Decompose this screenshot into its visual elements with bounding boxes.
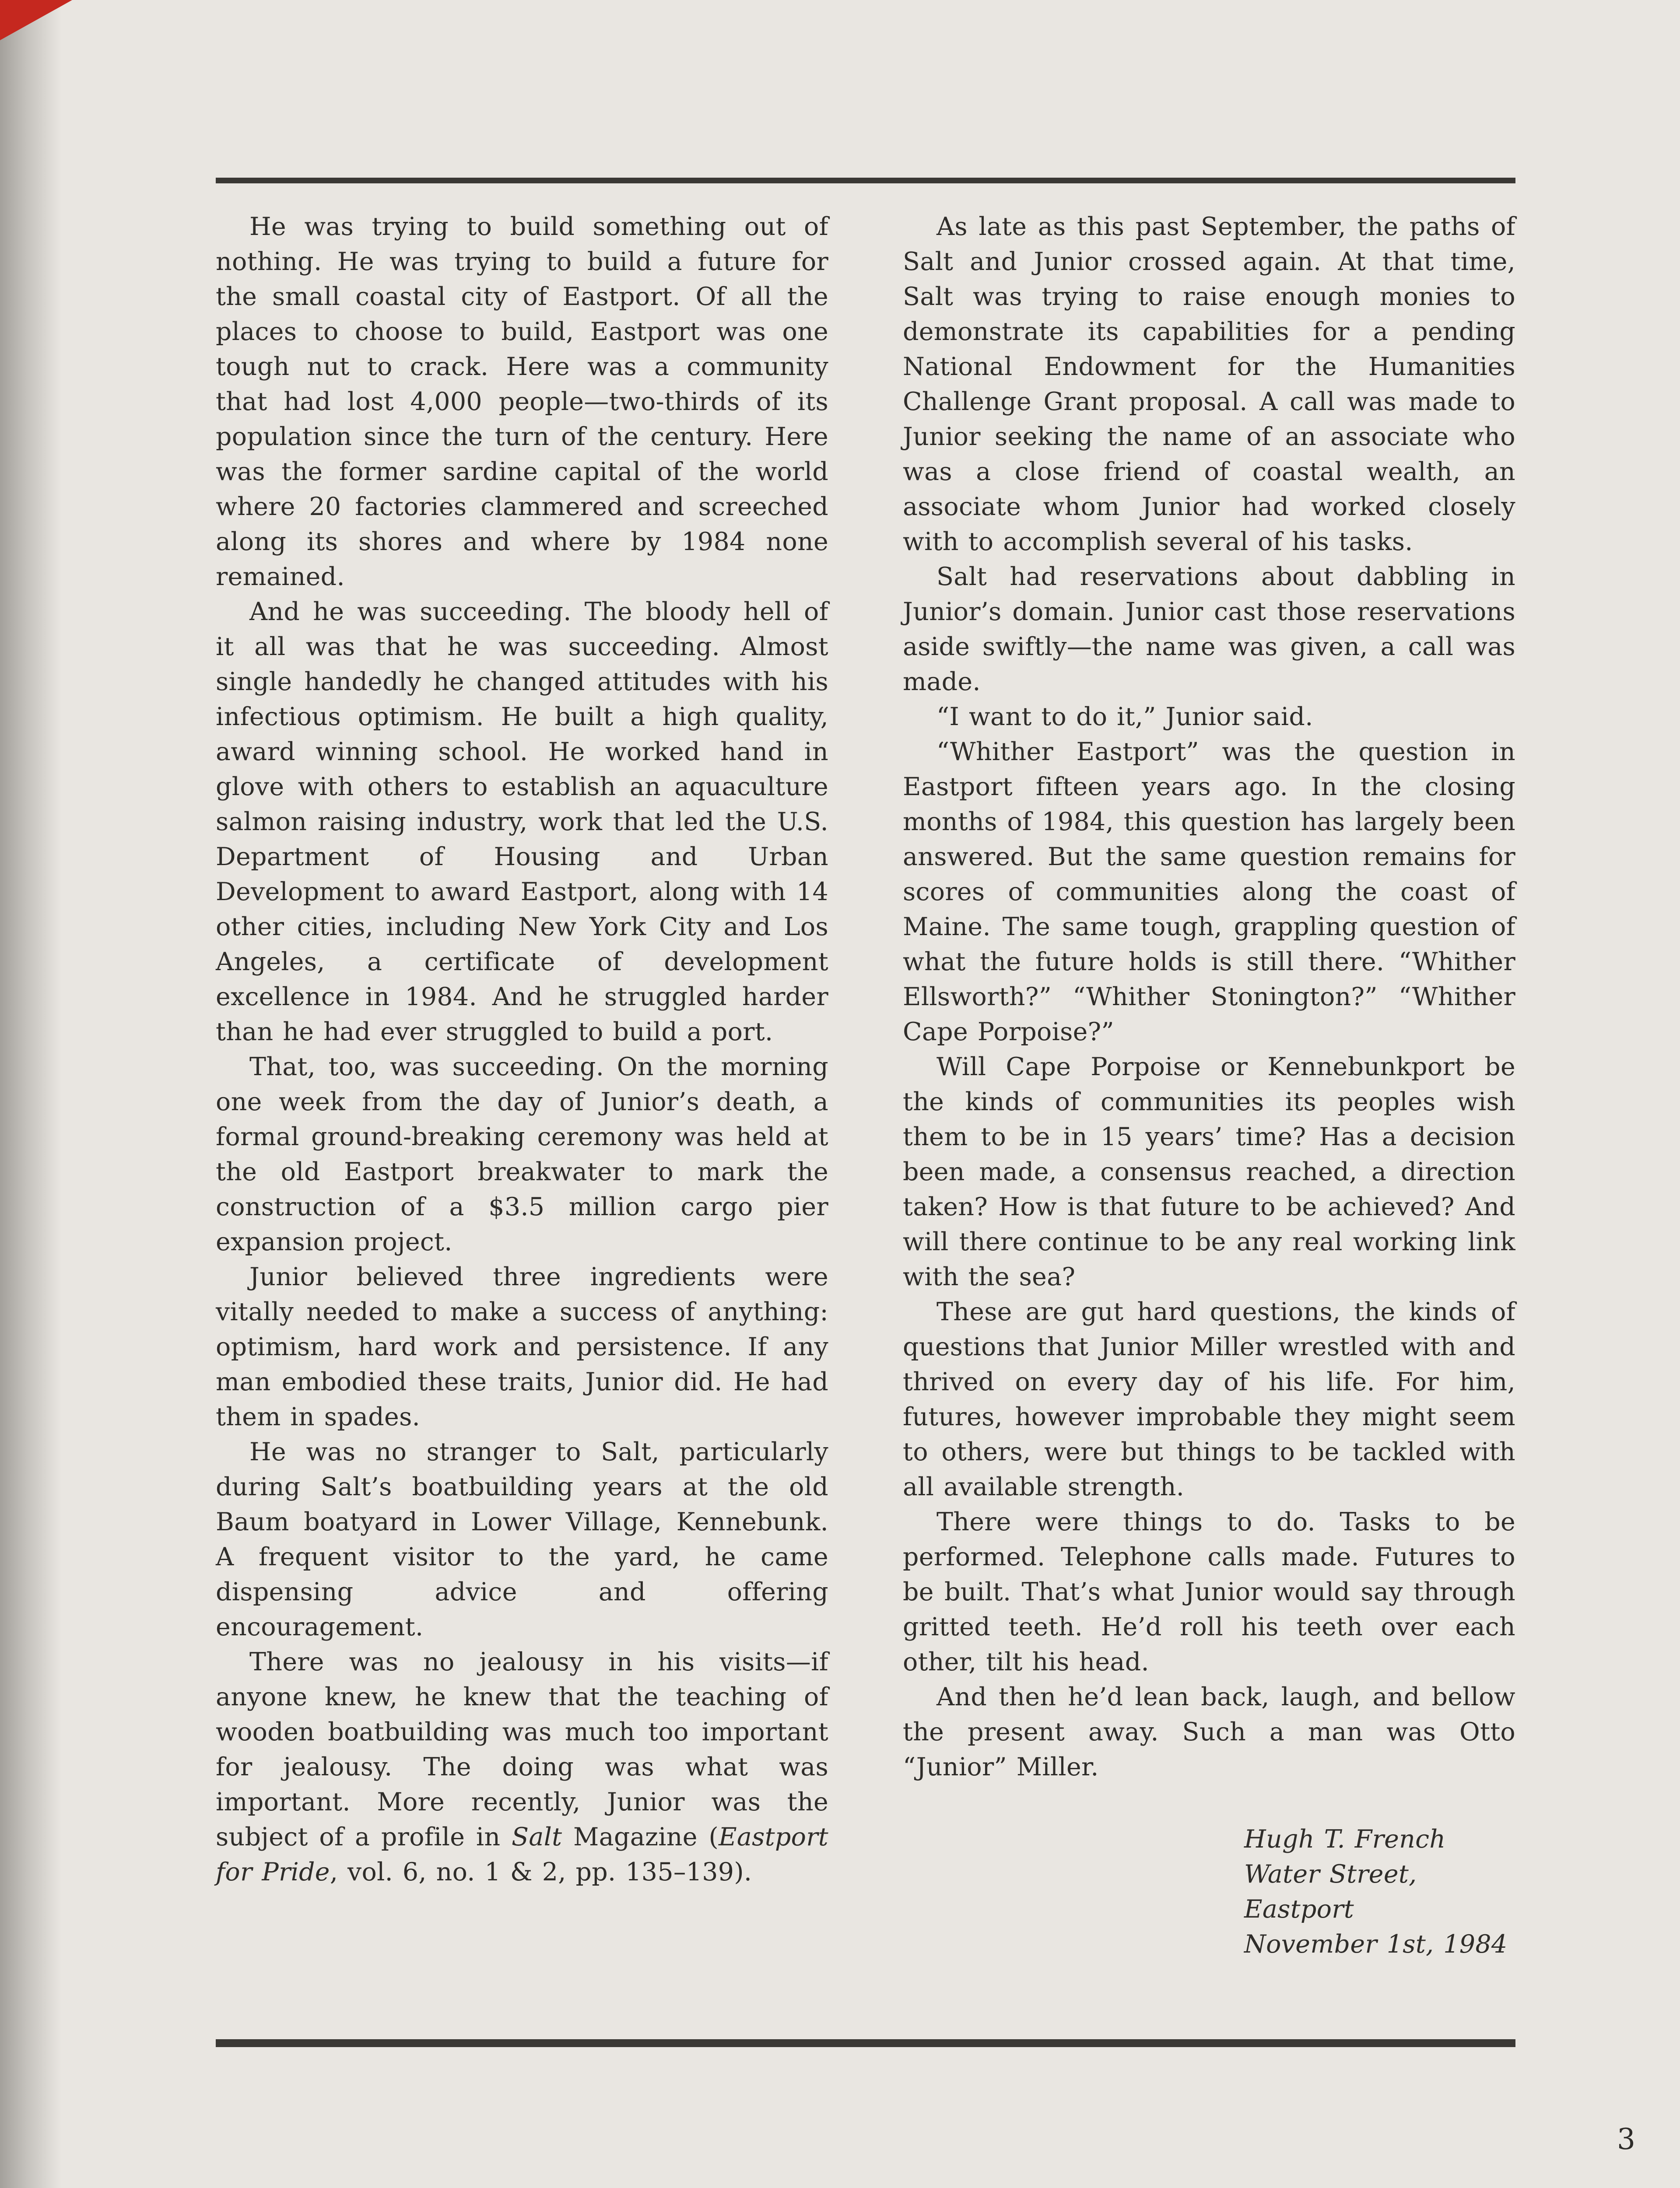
paragraph: Will Cape Porpoise or Kennebunkport be the kinds of communities its peoples wish them to be in 15 years’ time? Has a decision been made, a consensus reached, a direction taken? How is that future to be achieved? And will there continue to be any real working link with the sea? [903, 1052, 1515, 1291]
paragraph: As late as this past September, the paths of Salt and Junior crossed again. At that time, Salt was trying to raise enough monies to demonstrate its capabilities for a pending National Endowment for the Humanities Challenge Grant proposal. A call was made to Junior seeking the name of an associate who was a close friend of coastal wealth, an associate whom Junior had worked closely with to accomplish several of his tasks. [903, 212, 1515, 556]
signature-date: November 1st, 1984 [1244, 1930, 1508, 1959]
gutter-shadow [0, 0, 61, 2188]
page-number: 3 [1617, 2122, 1635, 2156]
signature-block [1244, 1822, 1515, 1962]
article-body [216, 209, 1515, 1962]
right-column [903, 209, 1515, 1962]
bottom-rule [216, 2039, 1515, 2047]
paragraph: Junior believed three ingredients were vitally needed to make a success of anything: optimism, hard work and persistence. If any man embodied these traits, Junior did. He had them in spades. [216, 1262, 828, 1431]
signature-name: Hugh T. French [1244, 1825, 1446, 1854]
red-corner-mark [0, 0, 72, 40]
paragraph: And he was succeeding. The bloody hell of it all was that he was succeeding. Almost single handedly he changed attitudes with his infectious optimism. He built a high quality, award winning school. He worked hand in glove with others to establish an aquaculture salmon raising industry, work that led the U.S. Department of Housing and Urban Development to award Eastport, along with 14 other cities, including New York City and Los Angeles, a certificate of development excellence in 1984. And he struggled harder than he had ever struggled to build a port. [216, 597, 828, 1046]
signature-address: Water Street, Eastport [1244, 1860, 1417, 1924]
paragraph: “I want to do it,” Junior said. [936, 702, 1313, 731]
paragraph: There was no jealousy in his visits—if anyone knew, he knew that the teaching of wooden boatbuilding was much too important for jealousy. The doing was what was important. More recently, Junior was the subject of a profile in Salt Magazine (Eastport for Pride, vol. 6, no. 1 & 2, pp. 135–139). [216, 1648, 828, 1886]
paragraph: There were things to do. Tasks to be performed. Telephone calls made. Futures to be built. That’s what Junior would say through gritted teeth. He’d roll his teeth over each other, tilt his head. [903, 1508, 1515, 1676]
paragraph: “Whither Eastport” was the question in Eastport fifteen years ago. In the closing months of 1984, this question has largely been answered. But the same question remains for scores of communities along the coast of Maine. The same tough, grappling question of what the future holds is still there. “Whither Ellsworth?” “Whither Stonington?” “Whither Cape Porpoise?” [903, 737, 1515, 1046]
paragraph: These are gut hard questions, the kinds of questions that Junior Miller wrestled with and thrived on every day of his life. For him, futures, however improbable they might seem to others, were but things to be tackled with all available strength. [903, 1297, 1515, 1501]
paragraph: And then he’d lean back, laugh, and bellow the present away. Such a man was Otto “Junior” Miller. [903, 1683, 1515, 1781]
paragraph: He was no stranger to Salt, particularly during Salt’s boatbuilding years at the old Baum boatyard in Lower Village, Kennebunk. A frequent visitor to the yard, he came dispensing advice and offering encouragement. [216, 1438, 828, 1641]
paragraph: Salt had reservations about dabbling in Junior’s domain. Junior cast those reservations aside swiftly—the name was given, a call was made. [903, 562, 1515, 696]
paragraph: He was trying to build something out of nothing. He was trying to build a future for the small coastal city of Eastport. Of all the places to choose to build, Eastport was one tough nut to crack. Here was a community that had lost 4,000 people—two-thirds of its population since the turn of the century. Here was the former sardine capital of the world where 20 factories clammered and screeched along its shores and where by 1984 none remained. [216, 212, 828, 591]
left-column [216, 209, 828, 1962]
paragraph: That, too, was succeeding. On the morning one week from the day of Junior’s death, a formal ground-breaking ceremony was held at the old Eastport breakwater to mark the construction of a $3.5 million cargo pier expansion project. [216, 1052, 828, 1256]
top-rule [216, 178, 1515, 183]
